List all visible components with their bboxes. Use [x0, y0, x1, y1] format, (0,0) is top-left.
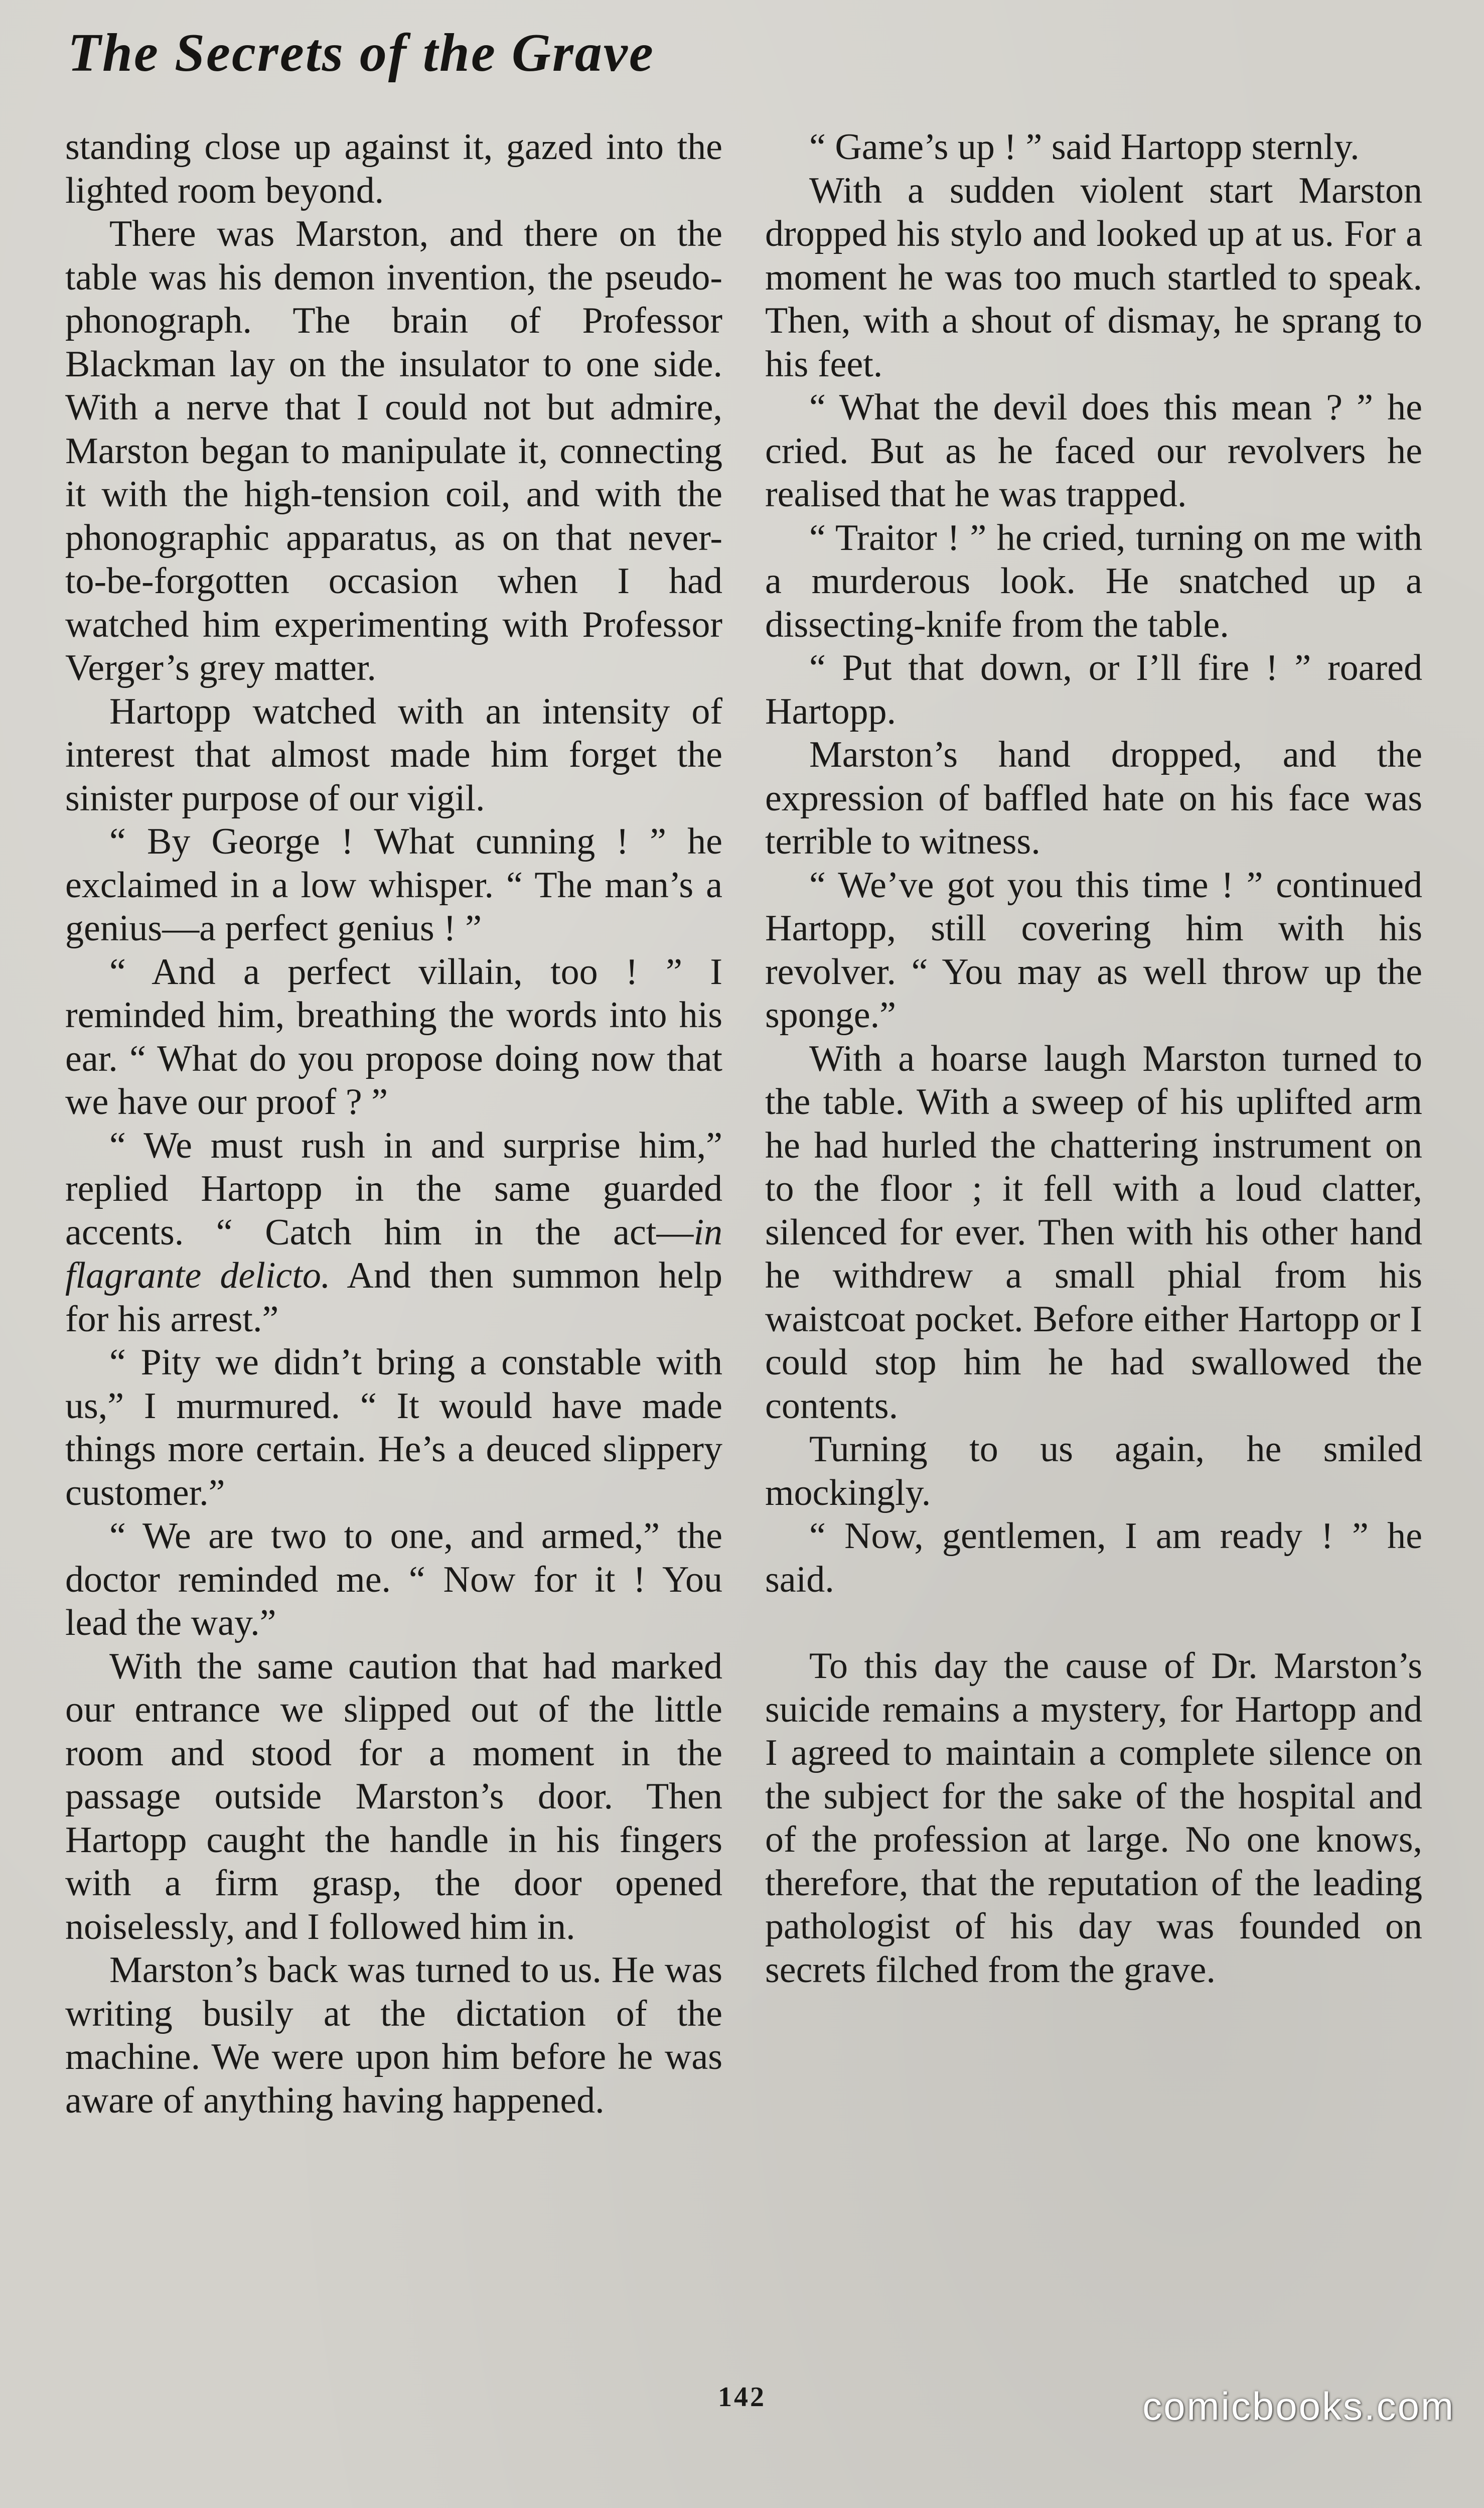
paragraph: “ By George ! What cunning ! ” he exclaimed in a low whisper. “ The man’s a genius—a perfect genius ! ”	[65, 821, 722, 949]
paragraph: With a sudden violent start Marston dropped his stylo and looked up at us. For a moment he was too much startled to speak. Then, with a shout of dismay, he sprang to his feet.	[765, 170, 1422, 385]
page-number: 142	[718, 2382, 766, 2413]
paragraph: standing close up against it, gazed into the lighted room beyond.	[65, 126, 722, 211]
italic-phrase: in flagrante delicto.	[65, 1211, 722, 1296]
page-title: The Secrets of the Grave	[68, 23, 655, 83]
paragraph: Turning to us again, he smiled mockingly.	[765, 1429, 1422, 1513]
paragraph: “ Traitor ! ” he cried, turning on me with a murderous look. He snatched up a dissecting-knife from the table.	[765, 517, 1422, 645]
watermark-logo: comicbooks.com	[1142, 2384, 1455, 2428]
paragraph: “ What the devil does this mean ? ” he cried. But as he faced our revolvers he realised that he was trapped.	[765, 387, 1422, 515]
paragraph-text: And then summon help for his arrest.”	[65, 1255, 722, 1340]
closing-paragraph: To this day the cause of Dr. Marston’s suicide remains a mystery, for Hartopp and I agreed to maintain a complete silence on the subject for the sake of the hospital and of the profession at large. No one knows, therefore, that the reputation of the leading pathologist of his day was founded on secrets filched from the grave.	[765, 1645, 1422, 1991]
left-column	[65, 125, 722, 2122]
right-column	[765, 125, 1422, 1992]
paragraph: “ Pity we didn’t bring a constable with us,” I murmured. “ It would have made things more certain. He’s a deuced slippery customer.”	[65, 1342, 722, 1513]
paragraph-text: “ We must rush in and surprise him,” replied Hartopp in the same guarded accents. “ Catch him in the act—	[65, 1125, 722, 1253]
paragraph: “ Now, gentlemen, I am ready ! ” he said.	[765, 1515, 1422, 1600]
paragraph: With a hoarse laugh Marston turned to the table. With a sweep of his uplifted arm he had hurled the chattering instrument on to the floor ; it fell with a loud clatter, silenced for ever. Then with his other hand he withdrew a small phial from his waistcoat pocket. Before either Hartopp or I could stop him he had swallowed the contents.	[765, 1038, 1422, 1427]
paragraph: Marston’s back was turned to us. He was writing busily at the dictation of the machine. We were upon him before he was aware of anything having happened.	[65, 1949, 722, 2121]
paragraph: “ Game’s up ! ” said Hartopp sternly.	[809, 126, 1360, 168]
paragraph: There was Marston, and there on the table was his demon invention, the pseudo-phonograph. The brain of Professor Blackman lay on the insulator to one side. With a nerve that I could not but admire, Marston began to manipulate it, connecting it with the high-tension coil, and with the phonographic apparatus, as on that never-to-be-forgotten occasion when I had watched him experimenting with Professor Verger’s grey matter.	[65, 213, 722, 688]
paragraph: “ We are two to one, and armed,” the doctor reminded me. “ Now for it ! You lead the way.”	[65, 1515, 722, 1643]
paragraph: With the same caution that had marked our entrance we slipped out of the little room and stood for a moment in the passage outside Marston’s door. Then Hartopp caught the handle in his fingers with a firm grasp, the door opened noiselessly, and I followed him in.	[65, 1645, 722, 1947]
paragraph: Marston’s hand dropped, and the expression of baffled hate on his face was terrible to witness.	[765, 734, 1422, 862]
paragraph: “ And a perfect villain, too ! ” I reminded him, breathing the words into his ear. “ What do you propose doing now that we have our proof ? ”	[65, 951, 722, 1123]
paragraph: “ We’ve got you this time ! ” continued Hartopp, still covering him with his revolver. “ You may as well throw up the sponge.”	[765, 864, 1422, 1036]
paragraph	[65, 1124, 722, 1341]
paragraph: “ Put that down, or I’ll fire ! ” roared Hartopp.	[765, 647, 1422, 732]
paragraph: Hartopp watched with an intensity of interest that almost made him forget the sinister purpose of our vigil.	[65, 690, 722, 819]
